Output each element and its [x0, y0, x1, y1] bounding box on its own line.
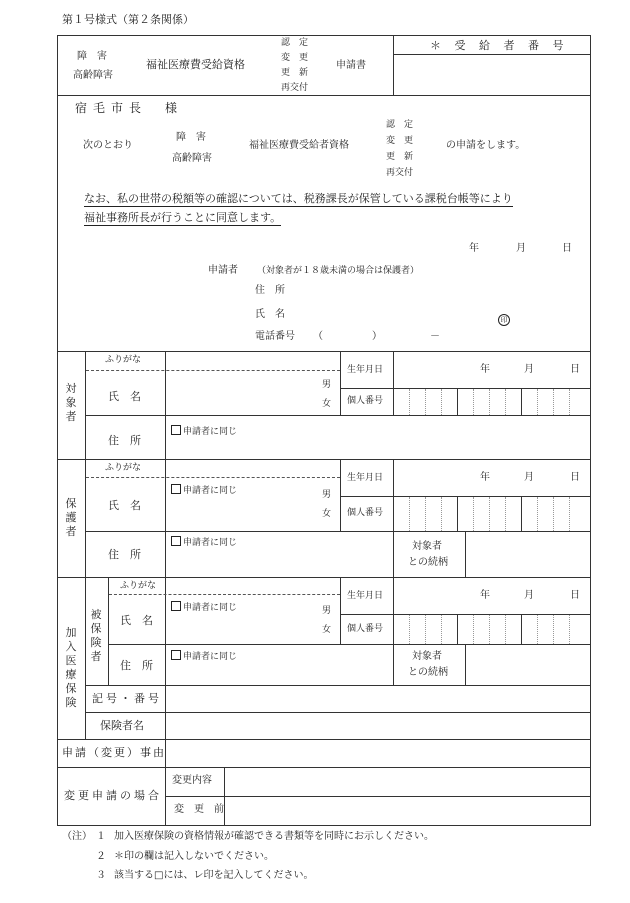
checkbox-icon[interactable]: [171, 484, 181, 494]
checkbox-icon[interactable]: [171, 601, 181, 611]
subject-male: 男: [322, 380, 332, 390]
subject-dob-day: 日: [570, 364, 580, 375]
date-year: 年: [469, 243, 479, 254]
subject-personal-number-label: 個人番号: [347, 396, 384, 406]
note-2-num: ２: [96, 851, 106, 862]
header-application: 申請書: [336, 60, 366, 71]
guardian-dob-year: 年: [480, 472, 490, 483]
guardian-relation-line2: との続柄: [408, 557, 448, 568]
insurance-name-label: 氏 名: [120, 614, 153, 627]
guardian-address-same[interactable]: 申請者に同じ: [171, 536, 237, 548]
recipient-number-label: ＊ 受 給 者 番 号: [430, 39, 569, 52]
recipient-number-field[interactable]: [394, 55, 590, 95]
checkbox-icon[interactable]: [171, 650, 181, 660]
notes-prefix: （注）: [62, 831, 92, 842]
statement-action-change: 変 更: [386, 136, 414, 146]
guardian-dob-label: 生年月日: [347, 473, 384, 483]
guardian-furigana-label: ふりがな: [105, 463, 142, 473]
header-type-elderly: 高齢障害: [73, 70, 113, 81]
note-2-text: ＊印の欄は記入しないでください。: [114, 851, 274, 862]
note-3-text: 該当する□には、レ印を記入してください。: [114, 870, 314, 881]
checkbox-icon[interactable]: [171, 536, 181, 546]
change-before-label: 変 更 前: [174, 804, 224, 815]
note-3-num: ３: [96, 870, 106, 881]
subject-dob-label: 生年月日: [347, 365, 384, 375]
applicant-note: （対象者が１８歳未満の場合は保護者）: [257, 266, 420, 276]
insurance-personal-number-label: 個人番号: [347, 624, 384, 634]
change-divider: [224, 767, 225, 825]
form-number: 第１号様式（第２条関係）: [62, 13, 194, 26]
subject-furigana-label: ふりがな: [105, 355, 142, 365]
header-action-renew: 更 新: [281, 68, 309, 78]
statement-type-elderly: 高齢障害: [172, 153, 212, 164]
guardian-section-label: 保護者: [65, 497, 77, 538]
subject-dob-year: 年: [480, 364, 490, 375]
consent-line-2: 福祉事務所長が行うことに同意します。: [84, 211, 282, 224]
subject-address-label: 住 所: [108, 434, 141, 447]
reason-label: 申請（変更）事由: [62, 746, 166, 759]
subject-female: 女: [322, 399, 332, 409]
statement-action-certify: 認 定: [386, 120, 414, 130]
guardian-address-label: 住 所: [108, 548, 141, 561]
header-action-reissue: 再交付: [281, 83, 309, 93]
date-month: 月: [516, 243, 526, 254]
insurance-relation-line2: との続柄: [408, 667, 448, 678]
applicant-label: 申請者: [208, 265, 238, 276]
insurance-furigana-label: ふりがな: [120, 581, 157, 591]
consent-line-1: なお、私の世帯の税額等の確認については、税務課長が保管している課税台帳等により: [84, 192, 513, 205]
addressee: 宿毛市長 様: [75, 101, 184, 115]
guardian-name-label: 氏 名: [108, 499, 141, 512]
applicant-phone-label: 電話番号: [255, 331, 295, 342]
statement-intro: 次のとおり: [83, 140, 133, 151]
note-1-num: １: [96, 831, 106, 842]
statement-request: の申請をします。: [446, 140, 526, 151]
applicant-name-label: 氏 名: [255, 309, 285, 320]
statement-type-disability: 障 害: [176, 132, 206, 143]
change-contents-label: 変更内容: [172, 775, 212, 786]
guardian-dob-day: 日: [570, 472, 580, 483]
header-action-change: 変 更: [281, 53, 309, 63]
statement-qualification: 福祉医療費受給者資格: [249, 140, 349, 151]
symbol-number-label: 記号・番号: [92, 692, 162, 705]
insurance-name-same[interactable]: 申請者に同じ: [171, 601, 237, 613]
statement-action-reissue: 再交付: [386, 168, 414, 178]
change-label: 変更申請の場合: [64, 789, 162, 802]
insurance-dob-day: 日: [570, 590, 580, 601]
insurer-name-label: 保険者名: [100, 719, 144, 732]
applicant-address-label: 住 所: [255, 285, 285, 296]
date-day: 日: [562, 243, 572, 254]
header-qualification: 福祉医療費受給資格: [146, 58, 245, 71]
phone-open-paren: （: [313, 331, 323, 342]
insurance-dob-year: 年: [480, 590, 490, 601]
insured-person-label: 被保険者: [90, 608, 102, 663]
guardian-male: 男: [322, 490, 332, 500]
insurance-male: 男: [322, 606, 332, 616]
insurance-address-same[interactable]: 申請者に同じ: [171, 650, 237, 662]
insurance-female: 女: [322, 625, 332, 635]
guardian-female: 女: [322, 509, 332, 519]
checkbox-icon[interactable]: [171, 425, 181, 435]
insurance-dob-month: 月: [524, 590, 534, 601]
guardian-personal-number-label: 個人番号: [347, 508, 384, 518]
insurance-dob-label: 生年月日: [347, 591, 384, 601]
subject-same-as-applicant[interactable]: 申請者に同じ: [171, 425, 237, 437]
seal-mark: 印: [498, 309, 510, 326]
guardian-name-same[interactable]: 申請者に同じ: [171, 484, 237, 496]
phone-dash: －: [430, 331, 440, 342]
subject-name-label: 氏 名: [108, 390, 141, 403]
statement-action-renew: 更 新: [386, 152, 414, 162]
subject-section-label: 対象者: [65, 382, 77, 423]
header-type-disability: 障 害: [77, 51, 107, 62]
insurance-relation-line1: 対象者: [412, 651, 442, 662]
subject-dob-month: 月: [524, 364, 534, 375]
guardian-relation-line1: 対象者: [412, 541, 442, 552]
header-action-certify: 認 定: [281, 38, 309, 48]
insurance-section-label: 加入医療保険: [65, 626, 77, 709]
guardian-dob-month: 月: [524, 472, 534, 483]
insurance-address-label: 住 所: [120, 659, 153, 672]
phone-close-paren: ）: [372, 331, 382, 342]
note-1-text: 加入医療保険の資格情報が確認できる書類等を同時にお示しください。: [114, 831, 434, 842]
